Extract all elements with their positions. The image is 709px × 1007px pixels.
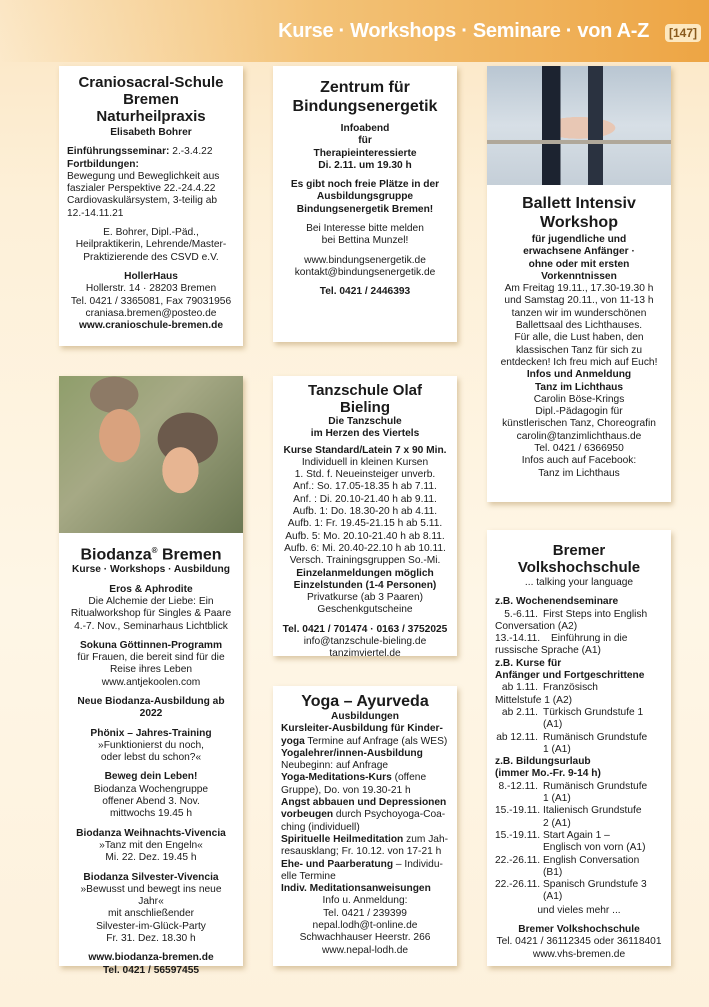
list-item: 5.-6.11. First Steps into English — [504, 608, 648, 620]
yoga-title: Yoga – Ayurveda — [301, 693, 429, 710]
biodanza-sokuna-web[interactable]: www.antjekoolen.com — [101, 676, 201, 688]
page-number-badge: [147] — [665, 24, 701, 42]
cranio-person: Elisabeth Bohrer — [110, 127, 192, 138]
card-craniosacral — [59, 66, 243, 346]
ballett-body: Am Freitag 19.11., 17.30-19.30 h und Samstag 20.11., von 11-13 h tanzen wir im wunderschönen Ballettsaal des Lichthauses. Für alle, die Lust haben, den klassischen Tanz für sich zu entdecken! Ich freu mich auf Euch! — [500, 283, 658, 368]
tanzschule-course-list: Individuell in kleinen Kursen 1. Std. f. Neueinsteiger unverb. Anf.: So. 17.05-18.35 h ab 7.11. Anf. : Di. 20.10-21.40 h ab 9.11. Aufb. 1: Do. 18.30-20 h ab 4.11. Aufb. 1: Fr. 19.45-21.15 h ab 5.11. Aufb. 5: Mo. 20.10-21.40 h ab 8.11. Aufb. 6: Mi. 20.40-22.10 h ab 10.11. Versch. Trainingsgruppen So.-Mi. — [284, 456, 446, 567]
vhs-urlaub-head: z.B. Bildungsurlaub (immer Mo.-Fr. 9-14 h) — [495, 756, 601, 780]
vhs-week-head: z.B. Wochenendseminare — [495, 596, 619, 608]
vhs-kurse-list: ab 1.11. Französisch Mittelstufe 1 (A2) ab 2.11. Türkisch Grundstufe 1 (A1) ab 12.11. Rumänisch Grundstufe 1 (A1) — [495, 682, 663, 756]
couple-photo — [59, 376, 243, 533]
biodanza-weih: »Tanz mit den Engeln« Mi. 22. Dez. 19.45 h — [99, 839, 203, 864]
biodanza-silv-head: Biodanza Silvester-Vivencia — [83, 871, 219, 883]
zentrum-title: Zentrum für Bindungsenergetik — [292, 79, 438, 115]
cranio-title: Craniosacral-Schule Bremen Naturheilpraxis — [78, 74, 224, 125]
biodanza-sokuna-head: Sokuna Göttinnen-Programm — [79, 639, 223, 651]
biodanza-eros: Die Alchemie der Liebe: Ein Ritualworkshop für Singles & Paare 4.-7. Nov., Seminarhaus Lichtblick — [70, 595, 232, 632]
zentrum-contact: Bei Interesse bitte melden bei Bettina Munzel! — [306, 223, 424, 247]
list-item: 13.-14.11. Einführung in die — [495, 633, 628, 645]
tanzschule-email[interactable]: info@tanzschule-bieling.de — [303, 636, 427, 648]
vhs-week-list: 5.-6.11. First Steps into English Conversation (A2) 13.-14.11. Einführung in die russische Sprache (A1) — [495, 609, 663, 658]
list-item: ab 12.11. Rumänisch Grundstufe — [496, 731, 648, 743]
list-item: Englisch von vorn (A1) — [543, 842, 646, 854]
cranio-address: Hollerstr. 14 · 28203 Bremen — [85, 283, 217, 295]
cranio-venue: HollerHaus — [124, 270, 178, 282]
biodanza-sokuna: für Frauen, die bereit sind für die Reise ihres Leben www.antjekoolen.com — [67, 652, 235, 689]
biodanza-weih-head: Biodanza Weihnachts-Vivencia — [76, 827, 226, 839]
zentrum-phone: Tel. 0421 / 2446393 — [319, 286, 411, 298]
card-tanzschule — [273, 376, 457, 660]
zentrum-free-places: Es gibt noch freie Plätze in der Ausbildungsgruppe Bindungsenergetik Bremen! — [290, 179, 440, 215]
ballett-title: Ballett Intensiv Workshop — [522, 195, 636, 231]
ballet-barre — [487, 140, 671, 144]
ballet-photo — [487, 66, 671, 185]
cranio-fort-list: Bewegung und Beweglichkeit aus faszialer Perspektive 22.-24.4.22 Cardiovaskulärsystem, 3-teilig ab 12.-14.11.21 — [67, 170, 220, 219]
tanzschule-web[interactable]: tanzimviertel.de — [329, 648, 401, 660]
biodanza-bewegt: Biodanza Wochengruppe offener Abend 3. Nov. mittwochs 19.45 h — [93, 783, 209, 820]
card-ballett — [487, 66, 671, 502]
cranio-bio: E. Bohrer, Dipl.-Päd., Heilpraktikerin, Lehrende/Master- Praktizierende des CSVD e.V. — [75, 227, 227, 263]
list-item: 15.-19.11. Start Again 1 – — [495, 829, 610, 841]
biodanza-web[interactable]: www.biodanza-bremen.de — [88, 952, 214, 964]
list-item: ab 2.11. Türkisch Grundstufe 1 — [501, 706, 644, 718]
biodanza-silv: »Bewusst und bewegt ins neue Jahr« mit anschließender Silvester-im-Glück-Party Fr. 31. Dez. 18.30 h — [80, 883, 222, 945]
tanzschule-phone: Tel. 0421 / 701474 · 0163 / 3752025 — [282, 623, 448, 635]
yoga-list: Kursleiter-Ausbildung für Kinder- yoga Termine auf Anfrage (als WES) Yogalehrer/innen-Ausbildung Neubeginn: auf Anfrage Yoga-Meditations-Kurs (offene Gruppe), Do. von 19.30-21 h Angst abbauen und Depressionen vorbeugen durch Psychoyoga-Coa- ching (individuell) Spirituelle Heilmeditation zum Jah- resausklang; Fr. 10.12. von 17-21 h Ehe- und Paarberatung – Individu- elle Termine Indiv. Meditationsanweisungen — [281, 723, 449, 895]
zentrum-info: Infoabend für Therapieinteressierte Di. 2.11. um 19.30 h — [313, 123, 417, 171]
vhs-title: Bremer Volkshochschule — [517, 542, 641, 576]
biodanza-phoenix: »Funktionierst du noch, oder lebst du schon?« — [98, 739, 204, 764]
card-zentrum — [273, 66, 457, 342]
vhs-tagline: ... talking your language — [524, 577, 634, 588]
tanzschule-course-head: Kurse Standard/Latein 7 x 90 Min. — [283, 444, 447, 456]
biodanza-phoenix-head: Phönix – Jahres-Training — [90, 727, 212, 739]
cranio-phone: Tel. 0421 / 3365081, Fax 79031956 — [70, 295, 232, 307]
zentrum-web[interactable]: www.bindungsenergetik.de — [304, 254, 426, 266]
list-item: 22.-26.11. English Conversation — [495, 854, 640, 866]
vhs-urlaub-list — [495, 781, 663, 904]
biodanza-bewegt-head: Beweg dein Leben! — [104, 771, 198, 783]
list-item: 8.-12.11. Rumänisch Grundstufe — [498, 780, 648, 792]
tanzschule-single: Einzelanmeldungen möglich Einzelstunden (1-4 Personen) — [293, 567, 437, 591]
ballett-contact: Carolin Böse-Krings Dipl.-Pädagogin für künstlerischen Tanz, Choreografin carolin@tanzimlichthaus.de Tel. 0421 / 6366950 Infos auch auf Facebook: Tanz im Lichthaus — [495, 394, 663, 480]
cranio-email[interactable]: craniasa.bremen@posteo.de — [85, 307, 217, 319]
biodanza-title: Biodanza® Bremen — [80, 546, 222, 564]
page-title: Kurse · Workshops · Seminare · von A-Z — [278, 20, 649, 42]
biodanza-phone: Tel. 0421 / 56597455 — [102, 964, 200, 976]
list-item: 1 (A1) — [543, 793, 571, 805]
ballett-info-head: Infos und Anmeldung Tanz im Lichthaus — [526, 369, 632, 393]
card-vhs — [487, 530, 671, 966]
ballett-email[interactable]: carolin@tanzimlichthaus.de — [516, 430, 642, 442]
list-item: 22.-26.11. Spanisch Grundstufe 3 — [495, 879, 647, 891]
tanzschule-sub: Die Tanzschule im Herzen des Viertels — [310, 416, 420, 440]
cranio-fort-label: Fortbildungen: — [67, 158, 139, 170]
biodanza-sub: Kurse · Workshops · Ausbildung — [72, 564, 230, 576]
ballett-target: für jugendliche und erwachsene Anfänger · ohne oder mit ersten Vorkenntnissen — [523, 234, 635, 282]
biodanza-neu: Neue Biodanza-Ausbildung ab 2022 — [77, 696, 225, 720]
cranio-web[interactable]: www.cranioschule-bremen.de — [79, 320, 223, 332]
list-item: (A1) — [543, 719, 563, 731]
yoga-contact: Info u. Anmeldung: Tel. 0421 / 239399 nepal.lodh@t-online.de Schwachhauser Heerstr. 266 www.nepal-lodh.de — [281, 895, 449, 956]
tanzschule-extra: Privatkurse (ab 3 Paaren) Geschenkgutscheine — [306, 592, 424, 616]
header-bar — [0, 0, 709, 62]
card-yoga — [273, 686, 457, 966]
vhs-kurse-head: z.B. Kurse für Anfänger und Fortgeschrittene — [495, 657, 645, 682]
list-item: ab 1.11. Französisch — [501, 682, 598, 694]
list-item: 2 (A1) — [543, 817, 571, 829]
vhs-footer-web[interactable]: www.vhs-bremen.de — [532, 948, 626, 960]
zentrum-email[interactable]: kontakt@bindungsenergetik.de — [294, 266, 436, 278]
biodanza-eros-head: Eros & Aphrodite — [109, 583, 193, 595]
yoga-web[interactable]: www.nepal-lodh.de — [321, 944, 409, 956]
list-item: (A1) — [543, 891, 563, 903]
yoga-email[interactable]: nepal.lodh@t-online.de — [312, 920, 418, 932]
card-biodanza — [59, 376, 243, 976]
yoga-sub: Ausbildungen — [331, 711, 399, 722]
list-item: 15.-19.11. Italienisch Grundstufe — [495, 805, 642, 817]
vhs-footer-name: Bremer Volkshochschule — [518, 924, 640, 936]
vhs-more: und vieles mehr ... — [537, 904, 621, 916]
list-item: 1 (A1) — [543, 743, 571, 755]
list-item: (B1) — [543, 866, 563, 878]
tanzschule-title: Tanzschule Olaf Bieling — [308, 382, 422, 416]
cranio-intro: Einführungsseminar: 2.-3.4.22 — [67, 146, 213, 158]
vhs-footer-phone: Tel. 0421 / 36112345 oder 36118401 — [496, 936, 662, 948]
